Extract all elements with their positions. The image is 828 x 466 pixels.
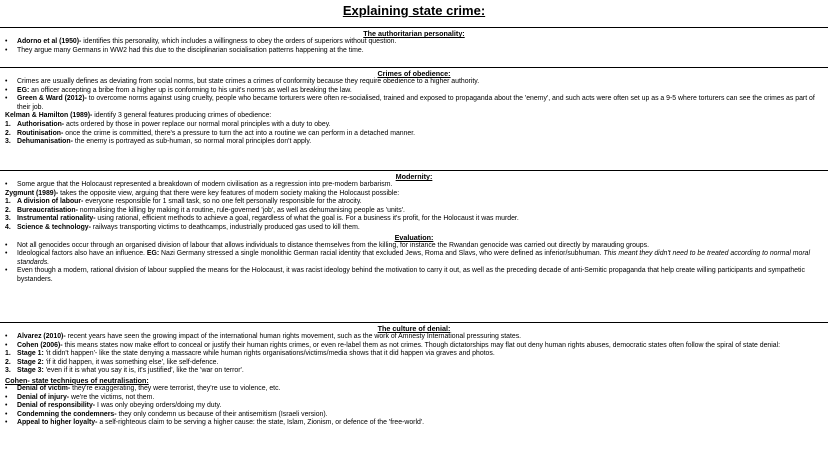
bullet-list	[5, 385, 823, 428]
list-number: 1.	[5, 350, 11, 358]
term: Stage 3:	[17, 367, 44, 375]
item-text: an officer accepting a bribe from a higher up is conforming to his unit's norms as well as breaking the law.	[29, 86, 352, 94]
list-number: 3.	[5, 215, 11, 223]
item-emphasis: This meant they didn't need to be treated according to normal moral standards.	[17, 250, 811, 266]
item-text: identify 3 general features producing crimes of obedience:	[92, 112, 272, 120]
bullet-icon: •	[5, 410, 8, 418]
list-item	[5, 224, 823, 233]
term: Dehumanisation-	[17, 138, 73, 146]
list-item	[5, 121, 823, 130]
term: EG:	[17, 86, 30, 94]
section-authoritarian-personality	[0, 27, 828, 55]
numbered-list	[5, 198, 823, 232]
item-text: Nazi Germany stressed a single monolithic German racial identity that excluded Jews, Roma and Slavs, who were defined as inferior/subhuman.	[159, 250, 604, 258]
term: Denial of victim-	[17, 384, 71, 392]
item-text: Even though a modern, rational division of labour supplied the means for the Holocaust, it was racist ideology behind the motivation to carry it out, as well as the preceding decade of anti-Semitic propaganda that help create willing participants and sympathetic bystanders.	[17, 267, 805, 283]
list-item	[5, 95, 823, 112]
term: Instrumental rationality-	[17, 215, 96, 223]
list-item	[5, 198, 823, 207]
term: Denial of injury-	[17, 393, 70, 401]
section-modernity	[0, 170, 828, 285]
section-culture-of-denial	[0, 322, 828, 428]
bullet-icon: •	[5, 95, 8, 103]
term: Appeal to higher loyalty-	[17, 419, 98, 427]
list-item	[5, 130, 823, 139]
item-text: Some argue that the Holocaust represented a breakdown of modern civilisation as a regression into pre-modern barbarism.	[17, 181, 393, 188]
list-item	[5, 181, 823, 190]
item-text: a self-righteous claim to be serving a higher cause: the state, Islam, Zionism, or defence of the 'free-world'.	[97, 419, 425, 427]
section-heading: The authoritarian personality:	[363, 29, 465, 38]
item-text: once the crime is committed, there's a pressure to turn the act into a routine we can perform in a detached manner.	[63, 129, 416, 137]
bullet-icon: •	[5, 181, 8, 188]
item-text: we're the victims, not them.	[69, 393, 155, 401]
term: Stage 2:	[17, 358, 44, 366]
item-text: this means states now make effort to conceal or justify their human rights crimes, or even re-label them as not crimes. Though dictatorships may flat out deny human rights abuses, democratic states often follow the spiral of state denial:	[62, 341, 781, 349]
bullet-list	[5, 78, 823, 112]
bullet-list	[5, 181, 823, 190]
item-text: takes the opposite view, arguing that there were key features of modern society making the Holocaust possible:	[58, 189, 400, 197]
bullet-icon: •	[5, 341, 8, 349]
item-text: Ideological factors also have an influence.	[17, 250, 147, 258]
item-text: normalising the killing by making it a routine, rule-governed 'job', as well as dehumanising people as 'units'.	[77, 206, 405, 214]
section-crimes-of-obedience	[0, 67, 828, 147]
list-item	[5, 402, 823, 411]
bullet-list	[5, 242, 823, 285]
list-item	[5, 87, 823, 96]
bullet-icon: •	[5, 267, 8, 275]
item-text: 'it didn't happen'- like the state denying a massacre while human rights organisations/victims/media shows that it did happen via graves and photos.	[43, 350, 495, 358]
bullet-icon: •	[5, 402, 8, 410]
item-text: They argue many Germans in WW2 had this due to the disciplinarian socialisation patterns happening at the time.	[17, 46, 364, 54]
list-number: 4.	[5, 223, 11, 231]
term: Cohen (2006)-	[17, 341, 63, 349]
list-item	[5, 47, 823, 56]
list-item	[5, 411, 823, 420]
list-item	[5, 250, 823, 267]
neutralisation-heading: Cohen- state techniques of neutralisation:	[5, 375, 149, 385]
bauman-intro	[5, 190, 823, 199]
list-item	[5, 138, 823, 147]
item-text: Crimes are usually defines as deviating from social norms, but state crimes a crimes of conformity because they require obedience to a higher authority.	[17, 78, 480, 85]
bullet-list	[5, 333, 823, 350]
bullet-icon: •	[5, 78, 8, 85]
list-item	[5, 342, 823, 351]
item-text: using rational, efficient methods to achieve a goal, regardless of what the goal is. For a business it's profit, for the Holocaust it was murder.	[95, 215, 519, 223]
item-text: 'if it did happen, it was something else', like self-defence.	[43, 358, 219, 366]
item-text: everyone responsible for 1 small task, so no one felt personally responsible for the atrocity.	[83, 198, 362, 206]
section-heading: Crimes of obedience:	[377, 69, 451, 78]
bullet-icon: •	[5, 86, 8, 94]
term: Bureaucratisation-	[17, 206, 78, 214]
list-item	[5, 215, 823, 224]
page-title: Explaining state crime:	[342, 3, 486, 18]
bullet-icon: •	[5, 419, 8, 427]
term: Routinisation-	[17, 129, 64, 137]
list-item	[5, 333, 823, 342]
section-heading: The culture of denial:	[377, 324, 451, 333]
bullet-icon: •	[5, 393, 8, 401]
item-text: to overcome norms against using cruelty, people who became torturers were often re-socialised, trained and exposed to propaganda about the 'enemy', and such acts were often set up as a 9-5 where torturers can see the crimes as part of their job.	[17, 95, 815, 111]
term: Green & Ward (2012)-	[17, 95, 87, 103]
list-number: 2.	[5, 129, 11, 137]
list-number: 1.	[5, 198, 11, 206]
bullet-icon: •	[5, 384, 8, 392]
list-item	[5, 419, 823, 428]
term: Kelman & Hamilton (1989)-	[5, 112, 93, 120]
bullet-list	[5, 38, 823, 55]
list-number: 3.	[5, 138, 11, 146]
list-item	[5, 38, 823, 47]
item-text: railways transporting victims to deathcamps, industrially produced gas used to kill them.	[90, 223, 360, 231]
list-number: 2.	[5, 206, 11, 214]
item-text: identifies this personality, which includes a willingness to obey the orders of superiors without question.	[81, 38, 397, 45]
item-text: acts ordered by those in power replace our normal moral principles with a duty to obey.	[64, 120, 331, 128]
term: Stage 1:	[17, 350, 44, 358]
list-number: 2.	[5, 358, 11, 366]
bullet-icon: •	[5, 250, 8, 258]
numbered-list	[5, 350, 823, 376]
list-item	[5, 242, 823, 251]
item-text: they're exaggerating, they were terrorist, they're use to violence, etc.	[70, 384, 281, 392]
kelman-hamilton-intro	[5, 112, 823, 121]
list-item	[5, 367, 823, 376]
list-number: 3.	[5, 367, 11, 375]
term: Zygmunt (1989)-	[5, 189, 59, 197]
item-text: I was only obeying orders/doing my duty.	[95, 402, 222, 410]
item-text: 'even if it is what you say it is, it's justified', like the 'war on terror'.	[43, 367, 244, 375]
list-number: 1.	[5, 120, 11, 128]
bullet-icon: •	[5, 38, 8, 45]
list-item	[5, 78, 823, 87]
numbered-list	[5, 121, 823, 147]
bullet-icon: •	[5, 241, 8, 249]
term: EG:	[146, 250, 160, 258]
list-item	[5, 394, 823, 403]
term: Science & technology-	[17, 223, 91, 231]
section-heading: Modernity:	[395, 172, 433, 181]
term: Denial of responsibility-	[17, 402, 96, 410]
bullet-icon: •	[5, 46, 8, 54]
bullet-icon: •	[5, 333, 8, 340]
evaluation-heading: Evaluation:	[394, 232, 434, 242]
term: Alvarez (2010)-	[17, 333, 66, 340]
item-text: recent years have seen the growing impact of the international human rights movement, such as the work of Amnesty International pressuring states.	[65, 333, 522, 340]
term: Authorisation-	[17, 120, 65, 128]
item-text: they only condemn us because of their antisemitism (Israeli version).	[116, 410, 328, 418]
list-item	[5, 385, 823, 394]
list-item	[5, 359, 823, 368]
item-text: Not all genocides occur through an organised division of labour that allows individuals to distance themselves from the killing, for instance the Rwandan genocide was carried out directly by marauding groups.	[17, 241, 649, 249]
term: A division of labour-	[17, 198, 84, 206]
item-text: the enemy is portrayed as sub-human, so normal moral principles don't apply.	[72, 138, 312, 146]
term: Adorno et al (1950)-	[17, 38, 82, 45]
list-item	[5, 267, 823, 284]
term: Condemning the condemners-	[17, 410, 117, 418]
list-item	[5, 207, 823, 216]
list-item	[5, 350, 823, 359]
